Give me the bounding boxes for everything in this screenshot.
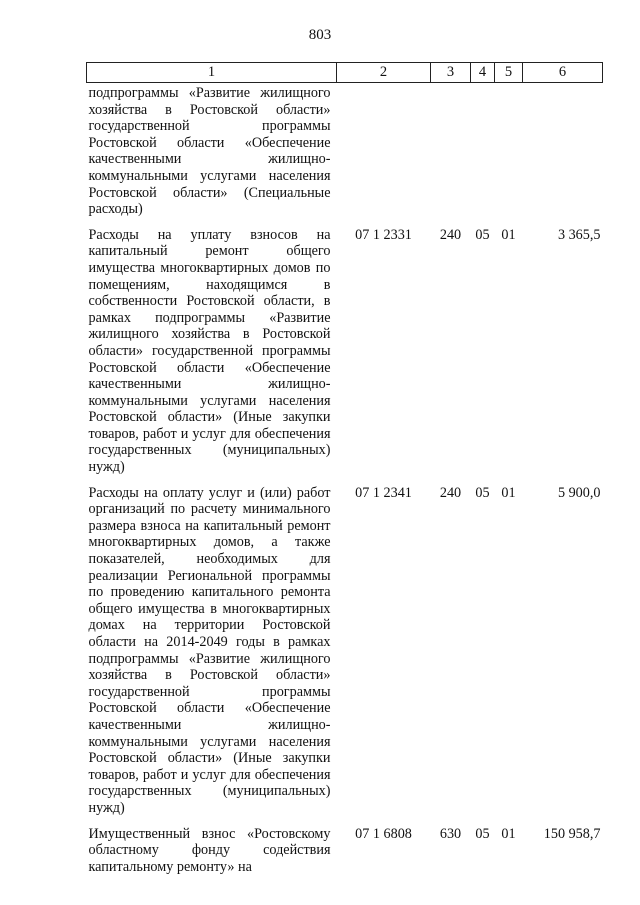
column-header: 1 (87, 63, 337, 83)
table-row (87, 817, 603, 876)
row-section (471, 83, 495, 218)
row-amount: 5 900,0 (557, 484, 601, 501)
row-subsection: 01 (501, 484, 516, 501)
row-code (337, 83, 431, 218)
row-expense-type: 240 (439, 226, 462, 243)
column-header: 5 (495, 63, 523, 83)
column-header: 2 (337, 63, 431, 83)
table-header-row (87, 63, 603, 83)
row-code: 07 1 2331 (355, 226, 412, 243)
row-description: Расходы на уплату взносов на капитальный ремонт общего имущества многоквартирных домов по помещениям, находящимся в собственности Ростовской области, в рамках подпрограммы «Развитие жилищного хозяйства в Ростовской области» государственной программы Ростовской области «Обеспечение качественными жилищно-коммунальными услугами населения Ростовской области» (Иные закупки товаров, работ и услуг для обеспечения государственных (муниципальных) нужд) (88, 226, 331, 476)
row-amount: 3 365,5 (557, 226, 601, 243)
table-row (87, 476, 603, 817)
row-description: Расходы на оплату услуг и (или) работ организаций по расчету минимального размера взноса на капитальный ремонт многоквартирных домов, а также показателей, необходимых для реализации Региональной программы по проведению капитального ремонта общего имущества в многоквартирных домах на территории Ростовской области на 2014-2049 годы в рамках подпрограммы «Развитие жилищного хозяйства в Ростовской области» государственной программы Ростовской области «Обеспечение качественными жилищно-коммунальными услугами населения Ростовской области» (Иные закупки товаров, работ и услуг для обеспечения государственных (муниципальных) нужд) (88, 484, 331, 816)
row-amount (523, 83, 603, 218)
table-row (87, 218, 603, 476)
column-header: 6 (523, 63, 603, 83)
row-expense-type: 240 (439, 484, 462, 501)
row-section: 05 (475, 484, 490, 501)
column-header: 4 (471, 63, 495, 83)
row-section: 05 (475, 825, 490, 842)
row-code: 07 1 6808 (355, 825, 412, 842)
row-description: Имущественный взнос «Ростовскому областному фонду содействия капитальному ремонту» на (88, 825, 331, 875)
row-expense-type: 630 (439, 825, 462, 842)
page-number: 803 (308, 27, 332, 43)
row-subsection: 01 (501, 825, 516, 842)
row-subsection: 01 (501, 226, 516, 243)
row-amount: 150 958,7 (543, 825, 601, 842)
column-header: 3 (431, 63, 471, 83)
row-code: 07 1 2341 (355, 484, 412, 501)
row-description: подпрограммы «Развитие жилищного хозяйства в Ростовской области» государственной программы Ростовской области «Обеспечение качественными жилищно-коммунальными услугами населения Ростовской области» (Специальные расходы) (88, 85, 331, 218)
row-subsection (495, 83, 523, 218)
budget-table (86, 62, 603, 875)
table-row (87, 83, 603, 218)
row-section: 05 (475, 226, 490, 243)
row-expense-type (431, 83, 471, 218)
